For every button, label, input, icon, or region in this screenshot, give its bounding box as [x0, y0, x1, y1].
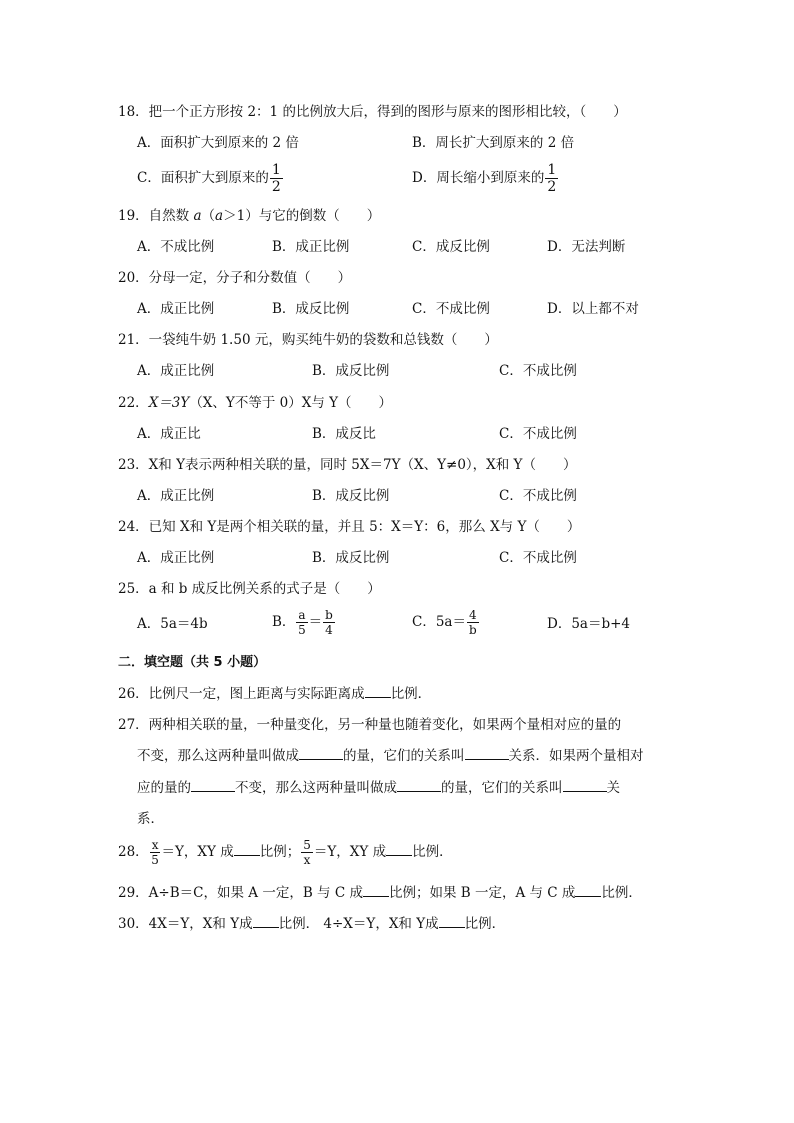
question-22-stem [118, 394, 392, 412]
stem-text: 的量，它们的关系叫 [343, 748, 465, 764]
stem-text: 19．自然数 [118, 208, 194, 224]
fraction [301, 839, 313, 866]
stem-text: 比例． [412, 844, 453, 860]
stem-text: ＞1）与它的倒数（ ） [223, 208, 381, 224]
question-20-stem: 20．分母一定，分子和分数值（ ） [118, 270, 352, 286]
stem-text: 比例． [390, 686, 432, 702]
question-27-line-1: 27．两种相关联的量，一种量变化，另一种量也随着变化，如果两个量相对应的量的 [118, 717, 622, 733]
question-24-option-a: A．成正比例 [137, 550, 215, 566]
fraction-numerator: x [151, 838, 159, 852]
answer-blank[interactable] [365, 685, 391, 698]
answer-blank[interactable] [191, 779, 235, 792]
question-20-option-d: D．以上都不对 [547, 301, 639, 317]
question-23-stem: 23．X和 Y表示两种相关联的量，同时 5X＝7Y（X、Y≠0），X和 Y（ ） [118, 457, 577, 473]
answer-blank[interactable] [386, 843, 412, 856]
question-25-option-a: A．5a＝4b [137, 616, 208, 632]
fraction-numerator: 4 [468, 608, 477, 622]
equals-sign: ＝ [308, 614, 323, 630]
question-19-option-b: B．成正比例 [272, 239, 350, 255]
question-19-option-c: C．成反比例 [412, 239, 490, 255]
stem-text: 应的量的 [137, 780, 191, 796]
question-25-stem: 25．a 和 b 成反比例关系的式子是（ ） [118, 581, 381, 597]
question-20-option-a: A．成正比例 [137, 301, 215, 317]
option-text: C．面积扩大到原来的 [137, 170, 269, 186]
stem-text: 比例． 4÷X＝Y，X和 Y成 [278, 916, 439, 932]
fraction-numerator: b [325, 608, 333, 622]
equation: X＝3Y [148, 395, 190, 411]
fraction-denominator: 4 [325, 623, 333, 637]
question-24-option-b: B．成反比例 [312, 550, 390, 566]
fraction-numerator: 1 [271, 162, 281, 178]
question-21-option-b: B．成反比例 [312, 363, 390, 379]
section-title-fill-in: 二．填空题（共 5 小题） [118, 655, 267, 670]
question-25-option-c [412, 609, 480, 636]
fraction [545, 163, 558, 194]
question-29 [118, 884, 642, 902]
variable: a [215, 208, 224, 224]
question-21-option-c: C．不成比例 [499, 363, 577, 379]
question-30 [118, 915, 505, 933]
answer-blank[interactable] [253, 915, 279, 928]
option-text: C．5a＝ [412, 614, 466, 630]
answer-blank[interactable] [363, 884, 389, 897]
question-23-option-b: B．成反比例 [312, 488, 390, 504]
question-22-option-a: A．成正比 [137, 426, 201, 442]
fraction-denominator: 2 [271, 179, 281, 195]
stem-text: ＝Y，XY 成 [161, 844, 234, 860]
question-number: 28． [118, 844, 149, 860]
fraction-numerator: 5 [303, 838, 311, 852]
stem-text: 比例． [464, 916, 506, 932]
question-27-line-3 [137, 779, 620, 797]
question-26 [118, 685, 431, 703]
fraction-denominator: 5 [298, 623, 306, 637]
stem-text: 不变，那么这两种量叫做成 [137, 748, 299, 764]
question-18-option-a: A．面积扩大到原来的 2 倍 [137, 135, 299, 151]
stem-text: X与 Y（ ） [301, 395, 393, 411]
answer-blank[interactable] [234, 843, 260, 856]
answer-blank[interactable] [563, 779, 607, 792]
question-24-option-c: C．不成比例 [499, 550, 577, 566]
fraction-numerator: 1 [547, 162, 557, 178]
stem-text: （X、Y不等于 0） [189, 395, 302, 411]
fraction [270, 163, 283, 194]
fraction-denominator: b [468, 623, 477, 637]
stem-text: 比例；如果 B 一定，A 与 C 成 [388, 885, 576, 901]
stem-text: 30．4X＝Y，X和 Y成 [118, 916, 253, 932]
question-20-option-b: B．成反比例 [272, 301, 350, 317]
stem-text: ＝Y，XY 成 [313, 844, 387, 860]
question-number: 22． [118, 395, 149, 411]
option-text: B． [272, 614, 296, 630]
stem-text: 关 [606, 780, 620, 796]
fraction-denominator: 2 [547, 179, 557, 195]
stem-text: （ [201, 208, 216, 224]
stem-text: 比例； [259, 844, 301, 860]
answer-blank[interactable] [397, 779, 441, 792]
fraction-numerator: a [298, 608, 306, 622]
question-18-option-b: B．周长扩大到原来的 2 倍 [412, 135, 575, 151]
question-18-option-d [412, 163, 559, 194]
question-28 [118, 839, 453, 866]
variable: a [193, 208, 202, 224]
question-19-option-a: A．不成比例 [137, 239, 215, 255]
fraction [467, 609, 479, 636]
question-24-stem: 24．已知 X和 Y是两个相关联的量，并且 5：X＝Y：6，那么 X与 Y（ ） [118, 519, 581, 535]
fraction [296, 609, 307, 636]
answer-blank[interactable] [439, 915, 465, 928]
fraction-denominator: x [303, 853, 311, 867]
question-19-stem [118, 207, 380, 225]
answer-blank[interactable] [465, 747, 509, 760]
option-text: D．周长缩小到原来的 [412, 170, 545, 186]
question-25-option-d: D．5a＝b+4 [547, 616, 631, 632]
answer-blank[interactable] [575, 884, 601, 897]
question-20-option-c: C．不成比例 [412, 301, 490, 317]
question-23-option-a: A．成正比例 [137, 488, 215, 504]
question-27-line-2 [137, 747, 644, 765]
fraction [323, 609, 335, 636]
fraction-denominator: 5 [151, 853, 159, 867]
question-21-option-a: A．成正比例 [137, 363, 215, 379]
question-22-option-c: C．不成比例 [499, 426, 577, 442]
stem-text: 不变，那么这两种量叫做成 [235, 780, 397, 796]
fraction [150, 839, 161, 866]
question-18-stem: 18．把一个正方形按 2：1 的比例放大后，得到的图形与原来的图形相比较，（ ） [118, 104, 627, 120]
answer-blank[interactable] [299, 747, 343, 760]
stem-text: 29．A÷B＝C，如果 A 一定，B 与 C 成 [118, 885, 363, 901]
question-18-option-c [137, 163, 284, 194]
stem-text: 26．比例尺一定，图上距离与实际距离成 [118, 686, 365, 702]
question-23-option-c: C．不成比例 [499, 488, 577, 504]
question-19-option-d: D．无法判断 [547, 239, 626, 255]
stem-text: 关系．如果两个量相对 [508, 748, 644, 764]
question-25-option-b [272, 609, 336, 636]
question-22-option-b: B．成反比 [312, 426, 376, 442]
question-27-line-4: 系． [137, 811, 164, 827]
stem-text: 比例． [601, 885, 642, 901]
stem-text: 的量，它们的关系叫 [441, 780, 563, 796]
question-21-stem: 21．一袋纯牛奶 1.50 元，购买纯牛奶的袋数和总钱数（ ） [118, 332, 498, 348]
